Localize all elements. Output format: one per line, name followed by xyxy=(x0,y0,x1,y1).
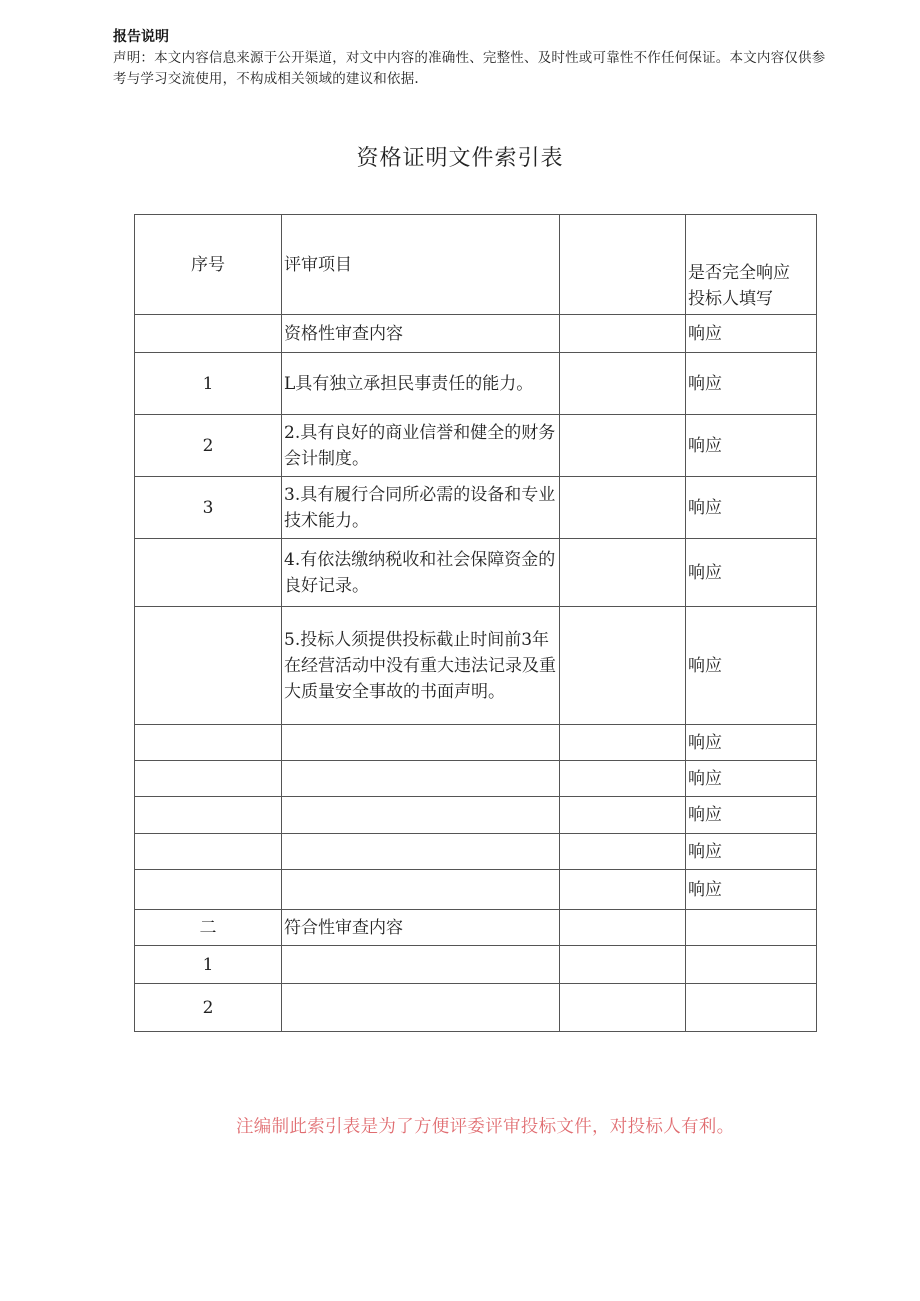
table-header-row xyxy=(135,215,817,315)
row-response: 响应 xyxy=(686,797,817,834)
row-review-item: 2.具有良好的商业信誉和健全的财务会计制度。 xyxy=(282,415,560,477)
table-row xyxy=(135,984,817,1032)
header-response-line2: 投标人填写 xyxy=(688,289,773,309)
row-serial-number: 2 xyxy=(135,984,282,1032)
table-row xyxy=(135,834,817,870)
row-review-item xyxy=(282,870,560,910)
header-serial-number: 序号 xyxy=(135,215,282,315)
table-row xyxy=(135,477,817,539)
footnote: 注编制此索引表是为了方便评委评审投标文件，对投标人有利。 xyxy=(236,1117,735,1137)
header-review-item: 评审项目 xyxy=(282,215,560,315)
document-title: 资格证明文件索引表 xyxy=(356,146,564,171)
row-response: 响应 xyxy=(686,353,817,415)
row-blank-cell xyxy=(560,761,686,797)
row-review-item: 4.有依法缴纳税收和社会保障资金的良好记录。 xyxy=(282,539,560,607)
table-row xyxy=(135,797,817,834)
row-review-item xyxy=(282,797,560,834)
row-serial-number xyxy=(135,834,282,870)
row-response xyxy=(686,984,817,1032)
table-row xyxy=(135,910,817,946)
report-heading: 报告说明 xyxy=(113,29,169,45)
row-review-item xyxy=(282,834,560,870)
row-blank-cell xyxy=(560,415,686,477)
table-row xyxy=(135,946,817,984)
row-review-item xyxy=(282,984,560,1032)
row-serial-number: 1 xyxy=(135,353,282,415)
row-serial-number: 二 xyxy=(135,910,282,946)
row-serial-number xyxy=(135,315,282,353)
table-row xyxy=(135,761,817,797)
row-review-item: 3.具有履行合同所必需的设备和专业技术能力。 xyxy=(282,477,560,539)
row-blank-cell xyxy=(560,910,686,946)
row-review-item xyxy=(282,946,560,984)
row-serial-number xyxy=(135,761,282,797)
row-blank-cell xyxy=(560,725,686,761)
row-review-item xyxy=(282,725,560,761)
row-review-item: 5.投标人须提供投标截止时间前3年在经营活动中没有重大违法记录及重大质量安全事故的书面声明。 xyxy=(282,607,560,725)
row-serial-number xyxy=(135,725,282,761)
row-serial-number xyxy=(135,870,282,910)
row-response: 响应 xyxy=(686,725,817,761)
disclaimer-text: 声明：本文内容信息来源于公开渠道，对文中内容的准确性、完整性、及时性或可靠性不作任何保证。本文内容仅供参考与学习交流使用，不构成相关领域的建议和依据. xyxy=(113,50,826,87)
row-serial-number xyxy=(135,607,282,725)
table-row xyxy=(135,539,817,607)
row-blank-cell xyxy=(560,946,686,984)
row-blank-cell xyxy=(560,477,686,539)
row-serial-number xyxy=(135,797,282,834)
row-review-item: L具有独立承担民事责任的能力。 xyxy=(282,353,560,415)
row-review-item: 符合性审查内容 xyxy=(282,910,560,946)
row-response: 响应 xyxy=(686,870,817,910)
row-serial-number: 3 xyxy=(135,477,282,539)
row-blank-cell xyxy=(560,797,686,834)
row-response xyxy=(686,946,817,984)
table-row xyxy=(135,725,817,761)
row-response: 响应 xyxy=(686,477,817,539)
row-serial-number xyxy=(135,539,282,607)
table-row xyxy=(135,353,817,415)
row-response: 响应 xyxy=(686,607,817,725)
table-row xyxy=(135,315,817,353)
header-response-line1: 是否完全响应 xyxy=(688,263,790,283)
row-response: 响应 xyxy=(686,539,817,607)
row-serial-number: 1 xyxy=(135,946,282,984)
row-blank-cell xyxy=(560,315,686,353)
row-blank-cell xyxy=(560,870,686,910)
row-review-item xyxy=(282,761,560,797)
header-response xyxy=(686,215,817,315)
row-response: 响应 xyxy=(686,761,817,797)
row-blank-cell xyxy=(560,984,686,1032)
table-row xyxy=(135,415,817,477)
row-response xyxy=(686,910,817,946)
row-blank-cell xyxy=(560,834,686,870)
header-blank-column xyxy=(560,215,686,315)
row-blank-cell xyxy=(560,353,686,415)
row-serial-number: 2 xyxy=(135,415,282,477)
row-blank-cell xyxy=(560,539,686,607)
row-review-item: 资格性审查内容 xyxy=(282,315,560,353)
qualification-index-table xyxy=(134,214,817,1032)
row-response: 响应 xyxy=(686,834,817,870)
row-response: 响应 xyxy=(686,315,817,353)
row-blank-cell xyxy=(560,607,686,725)
row-response: 响应 xyxy=(686,415,817,477)
table-row xyxy=(135,870,817,910)
table-row xyxy=(135,607,817,725)
